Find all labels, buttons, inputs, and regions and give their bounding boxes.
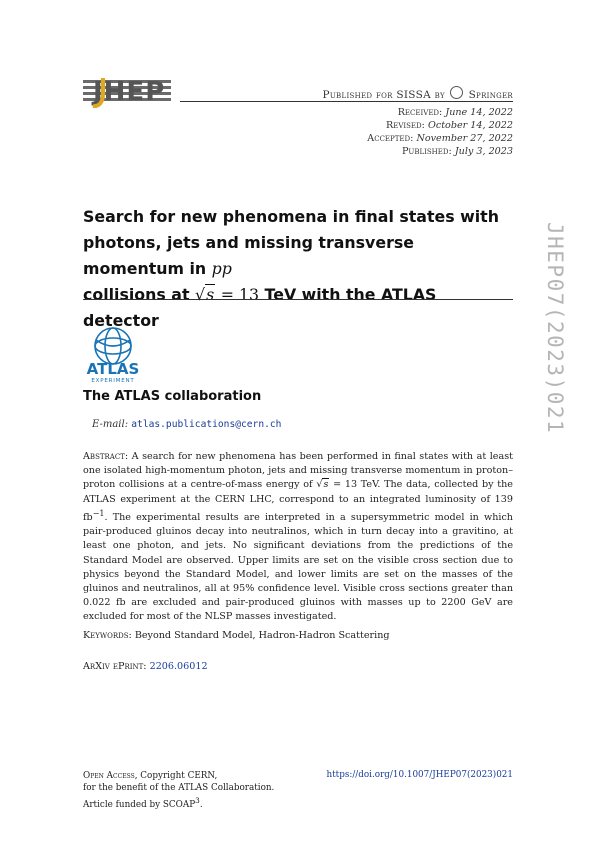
springer-icon [450, 86, 463, 99]
collaboration-name: The ATLAS collaboration [83, 389, 262, 404]
sqrt-s-inline: √s [316, 479, 329, 491]
header-rule [180, 101, 513, 102]
atlas-logo [83, 324, 143, 384]
published-for-line [300, 86, 513, 101]
keywords: Keywords: Beyond Standard Model, Hadron-Hadron Scattering [83, 630, 390, 641]
sqrt-s-symbol: √s [195, 285, 215, 304]
abstract: Abstract: A search for new phenomena has been performed in final states with at least one isolated high-momentum photon, jets and missing transverse momentum in proton–proton collisions at a centre-of-mass energy of √s = 13 TeV. The data, collected by the ATLAS experiment at the CERN LHC, correspond to an integrated luminosity of 139 $fb^{-1}$. The experimental results are interpreted in a supersymmetric model in which pair-produced gluinos decay into neutralinos, which in turn decay into a gravitino, at least one photon, and jets. No significant deviations from the predictions of the Standard Model are observed. Upper limits are set on the visible cross section due to physics beyond the Standard Model, and lower limits are set on the masses of the gluinos and neutralinos, all at 95% confidence level. Visible cross sections greater than 0.022 fb are excluded and pair-produced gluinos with masses up to 2200 GeV are excluded for most of the NLSP masses investigated. [83, 451, 513, 623]
open-access-notice: Open Access, Copyright CERN, for the benefit of the ATLAS Collaboration. Article funded by SCOAP$^3$. [83, 771, 275, 810]
arxiv-eprint: ArXiv ePrint: 2206.06012 [83, 661, 208, 672]
jhep-logo [83, 76, 171, 108]
title-line-1: Search for new phenomena in final states with [83, 207, 499, 226]
arxiv-link[interactable]: 2206.06012 [149, 661, 208, 672]
published-for-text: Published for SISSA by [322, 89, 445, 101]
svg-text:JHEP: JHEP [93, 77, 166, 107]
date-published: Published: July 3, 2023 [401, 146, 513, 157]
publisher-name: Springer [468, 89, 513, 101]
svg-text:EXPERIMENT: EXPERIMENT [91, 378, 135, 384]
dates-block [300, 106, 513, 158]
date-received: Received: June 14, 2022 [397, 107, 513, 118]
email-line [92, 419, 281, 430]
email-link[interactable]: atlas.publications@cern.ch [131, 419, 282, 430]
title-rule [83, 299, 513, 300]
date-accepted: Accepted: November 27, 2022 [367, 133, 513, 144]
abstract-label: Abstract: [83, 451, 129, 462]
title-line-3: collisions at √s = 13 TeV with the ATLAS detector [83, 282, 513, 334]
email-label: E-mail: [92, 419, 129, 430]
svg-text:ATLAS: ATLAS [86, 360, 140, 378]
side-identifier: JHEP07(2023)021 [543, 222, 567, 435]
doi-link[interactable]: https://doi.org/10.1007/JHEP07(2023)021 [326, 770, 513, 780]
paper-title [83, 204, 513, 334]
date-revised: Revised: October 14, 2022 [385, 120, 513, 131]
title-line-2: photons, jets and missing transverse momentum in pp [83, 233, 414, 278]
